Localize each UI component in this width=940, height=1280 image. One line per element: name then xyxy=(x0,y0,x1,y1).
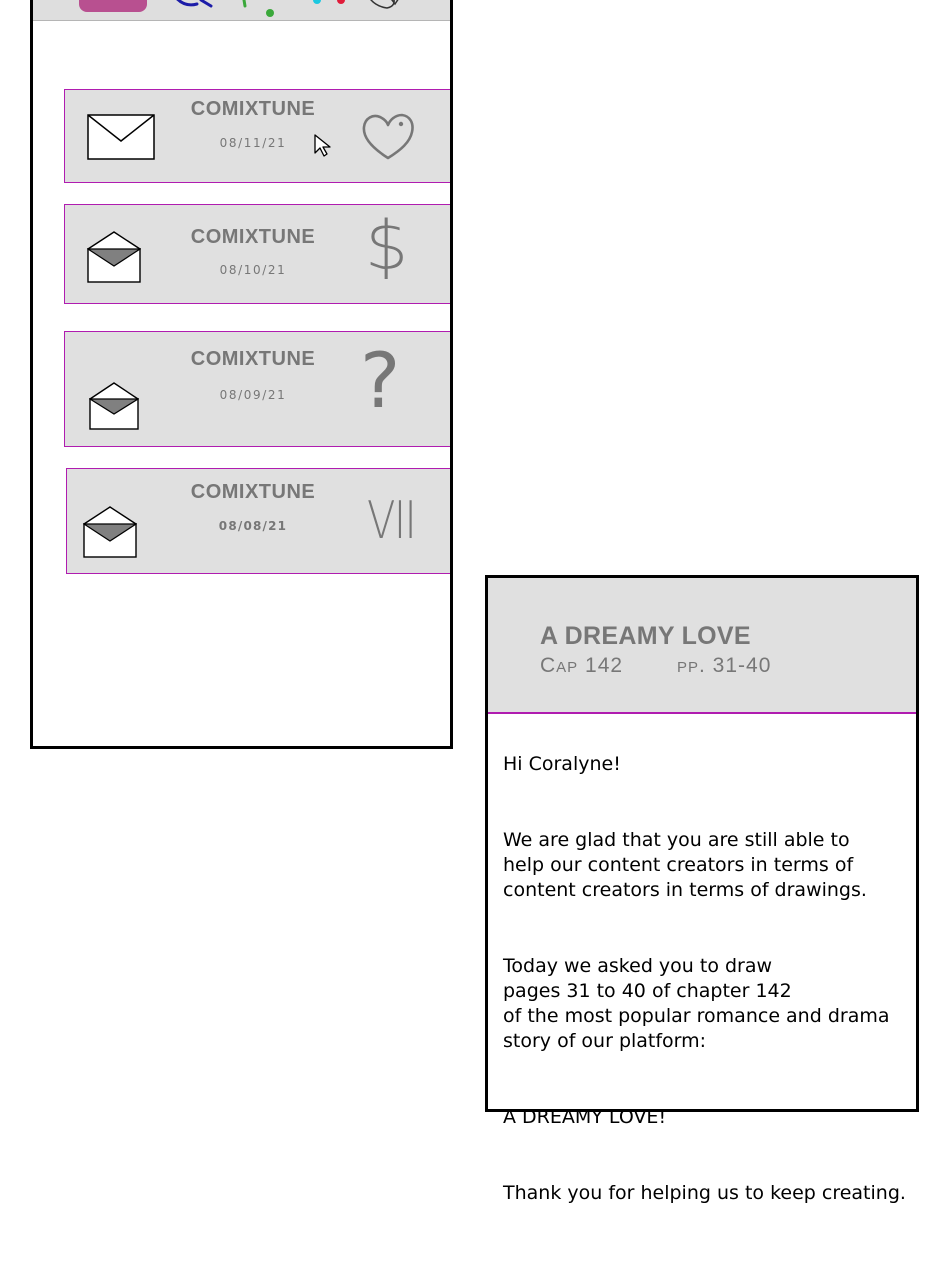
heart-icon xyxy=(361,112,415,162)
letter-greeting: Hi Coralyne! xyxy=(503,753,621,776)
letter-story-name: A DREAMY LOVE! xyxy=(503,1106,667,1128)
message-sender: COMIXTUNE xyxy=(190,226,316,248)
message-card[interactable] xyxy=(64,204,450,304)
message-card[interactable] xyxy=(64,331,450,447)
message-date: 08/11/21 xyxy=(219,136,287,150)
search-icon xyxy=(173,0,211,6)
letter-paragraph: We are glad that you are still able to help our content creators in terms of content creators in terms of drawings. xyxy=(503,828,867,902)
message-date: 08/09/21 xyxy=(219,388,287,402)
dollar-sign-icon: $ xyxy=(365,207,409,286)
color-dot-red-icon xyxy=(337,0,345,4)
home-button-icon xyxy=(79,0,147,12)
letter-body xyxy=(503,727,923,1256)
story-chapter: Cap 142 xyxy=(540,654,624,677)
open-envelope-icon xyxy=(83,506,137,558)
hand-cursor-icon xyxy=(367,0,399,8)
mouse-pointer-icon xyxy=(314,134,334,158)
story-pages: pp. 31-40 xyxy=(677,654,772,677)
pen-icon xyxy=(243,0,245,6)
message-date: 08/08/21 xyxy=(218,519,288,533)
letter-header xyxy=(488,578,916,714)
message-sender: COMIXTUNE xyxy=(190,348,316,370)
open-envelope-icon xyxy=(87,231,141,283)
top-toolbar xyxy=(33,0,450,21)
question-mark-icon: ? xyxy=(360,336,401,425)
closed-envelope-icon xyxy=(87,114,155,160)
letter-closing: Thank you for helping us to keep creating. xyxy=(503,1181,906,1204)
phone-screen xyxy=(30,0,453,749)
open-envelope-icon xyxy=(89,382,139,430)
roman-seven-icon: VII xyxy=(367,491,416,551)
story-title: A DREAMY LOVE xyxy=(540,622,751,650)
message-sender: COMIXTUNE xyxy=(190,98,316,120)
message-card[interactable] xyxy=(64,89,450,183)
message-card[interactable] xyxy=(66,468,450,574)
message-date: 08/10/21 xyxy=(219,263,287,277)
color-dot-cyan-icon xyxy=(313,0,321,4)
message-sender: COMIXTUNE xyxy=(190,481,316,503)
letter-paragraph: Today we asked you to draw pages 31 to 40 of chapter 142 of the most popular romance and drama story of our platform: xyxy=(503,954,890,1053)
pen-dot-icon xyxy=(266,9,274,17)
letter-panel xyxy=(485,575,919,1204)
